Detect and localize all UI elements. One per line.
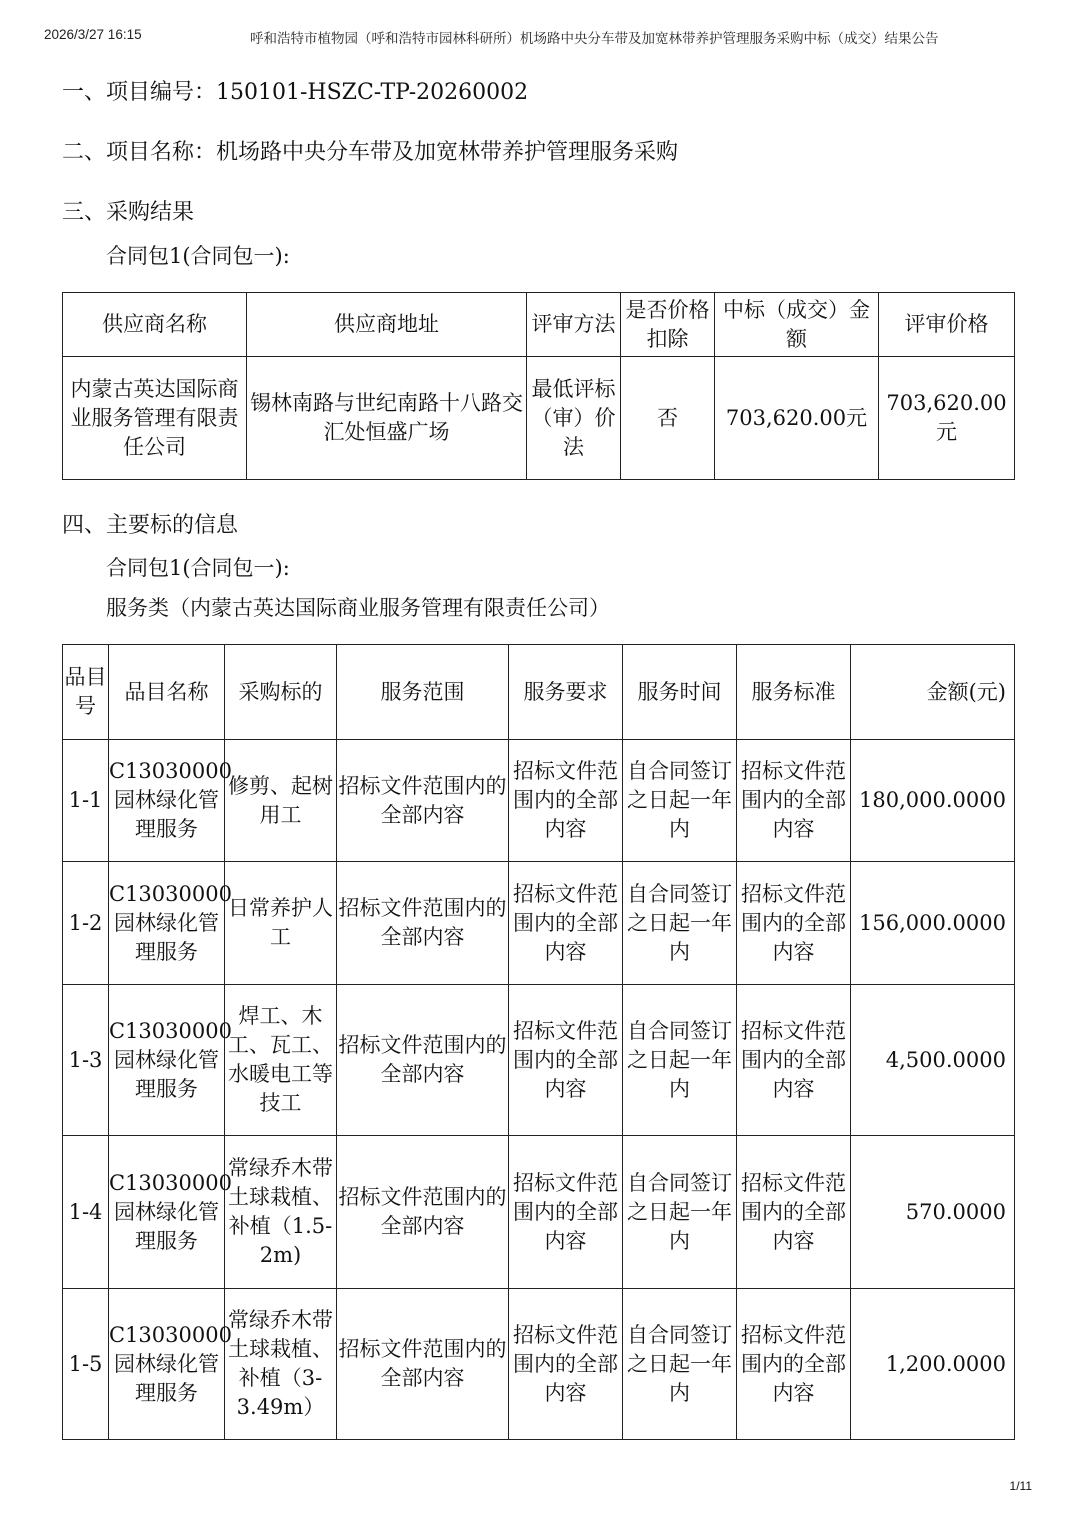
item-target: 日常养护人工 (225, 862, 337, 985)
item-name: C13030000 园林绿化管理服务 (109, 985, 225, 1136)
item-scope: 招标文件范围内的全部内容 (337, 1289, 509, 1440)
item-amount: 4,500.0000 (851, 985, 1015, 1136)
item-scope: 招标文件范围内的全部内容 (337, 740, 509, 862)
item-requirement: 招标文件范围内的全部内容 (509, 985, 623, 1136)
item-requirement: 招标文件范围内的全部内容 (509, 1136, 623, 1289)
col-price-deduction: 是否价格扣除 (621, 293, 715, 357)
item-no: 1-2 (63, 862, 109, 985)
print-title: 呼和浩特市植物园（呼和浩特市园林科研所）机场路中央分车带及加宽林带养护管理服务采购中标（成交）结果公告 (250, 31, 939, 46)
price-deduction: 否 (621, 357, 715, 480)
col-target: 采购标的 (225, 645, 337, 740)
table-row (63, 1136, 1015, 1289)
award-amount: 703,620.00元 (715, 357, 879, 480)
col-supplier-name: 供应商名称 (63, 293, 247, 357)
result-row (63, 357, 1015, 480)
item-time: 自合同签订之日起一年内 (623, 985, 737, 1136)
table-row (63, 740, 1015, 862)
item-scope: 招标文件范围内的全部内容 (337, 985, 509, 1136)
item-amount: 156,000.0000 (851, 862, 1015, 985)
col-award-amount: 中标（成交）金额 (715, 293, 879, 357)
result-package-label: 合同包1(合同包一): (106, 244, 290, 268)
review-price: 703,620.00元 (879, 357, 1015, 480)
col-requirement: 服务要求 (509, 645, 623, 740)
info-heading: 四、主要标的信息 (62, 513, 239, 538)
item-scope: 招标文件范围内的全部内容 (337, 862, 509, 985)
item-standard: 招标文件范围内的全部内容 (737, 985, 851, 1136)
item-requirement: 招标文件范围内的全部内容 (509, 862, 623, 985)
result-table-header (63, 293, 1015, 357)
result-heading: 三、采购结果 (62, 200, 195, 225)
col-time: 服务时间 (623, 645, 737, 740)
table-row (63, 862, 1015, 985)
item-standard: 招标文件范围内的全部内容 (737, 1289, 851, 1440)
info-package-label: 合同包1(合同包一): (106, 556, 290, 580)
item-no: 1-4 (63, 1136, 109, 1289)
item-amount: 1,200.0000 (851, 1289, 1015, 1440)
page-number: 1/11 (1009, 1479, 1032, 1493)
item-requirement: 招标文件范围内的全部内容 (509, 1289, 623, 1440)
project-name: 二、项目名称：机场路中央分车带及加宽林带养护管理服务采购 (62, 140, 679, 165)
item-amount: 180,000.0000 (851, 740, 1015, 862)
item-no: 1-1 (63, 740, 109, 862)
item-target: 焊工、木工、瓦工、水暖电工等技工 (225, 985, 337, 1136)
col-amount: 金额(元) (851, 645, 1015, 740)
item-time: 自合同签订之日起一年内 (623, 1289, 737, 1440)
review-method: 最低评标（审）价法 (527, 357, 621, 480)
item-time: 自合同签订之日起一年内 (623, 1136, 737, 1289)
item-amount: 570.0000 (851, 1136, 1015, 1289)
item-name: C13030000 园林绿化管理服务 (109, 1136, 225, 1289)
item-target: 修剪、起树用工 (225, 740, 337, 862)
item-standard: 招标文件范围内的全部内容 (737, 740, 851, 862)
info-table-header (63, 645, 1015, 740)
item-time: 自合同签订之日起一年内 (623, 740, 737, 862)
col-standard: 服务标准 (737, 645, 851, 740)
print-datetime: 2026/3/27 16:15 (44, 27, 142, 42)
item-target: 常绿乔木带土球栽植、补植（3-3.49m） (225, 1289, 337, 1440)
item-name: C13030000 园林绿化管理服务 (109, 1289, 225, 1440)
info-table (62, 644, 1015, 1440)
item-scope: 招标文件范围内的全部内容 (337, 1136, 509, 1289)
supplier-address: 锡林南路与世纪南路十八路交汇处恒盛广场 (247, 357, 527, 480)
item-requirement: 招标文件范围内的全部内容 (509, 740, 623, 862)
item-name: C13030000 园林绿化管理服务 (109, 862, 225, 985)
table-row (63, 1289, 1015, 1440)
item-name: C13030000 园林绿化管理服务 (109, 740, 225, 862)
project-number: 一、项目编号：150101-HSZC-TP-20260002 (62, 80, 529, 105)
result-table (62, 292, 1015, 480)
print-header (0, 27, 1074, 49)
item-standard: 招标文件范围内的全部内容 (737, 862, 851, 985)
service-label: 服务类（内蒙古英达国际商业服务管理有限责任公司） (106, 596, 610, 620)
supplier-name: 内蒙古英达国际商业服务管理有限责任公司 (63, 357, 247, 480)
col-item-no: 品目号 (63, 645, 109, 740)
col-supplier-address: 供应商地址 (247, 293, 527, 357)
col-review-method: 评审方法 (527, 293, 621, 357)
col-scope: 服务范围 (337, 645, 509, 740)
col-review-price: 评审价格 (879, 293, 1015, 357)
col-item-name: 品目名称 (109, 645, 225, 740)
item-no: 1-5 (63, 1289, 109, 1440)
item-no: 1-3 (63, 985, 109, 1136)
item-target: 常绿乔木带土球栽植、补植（1.5-2m) (225, 1136, 337, 1289)
table-row (63, 985, 1015, 1136)
item-time: 自合同签订之日起一年内 (623, 862, 737, 985)
item-standard: 招标文件范围内的全部内容 (737, 1136, 851, 1289)
